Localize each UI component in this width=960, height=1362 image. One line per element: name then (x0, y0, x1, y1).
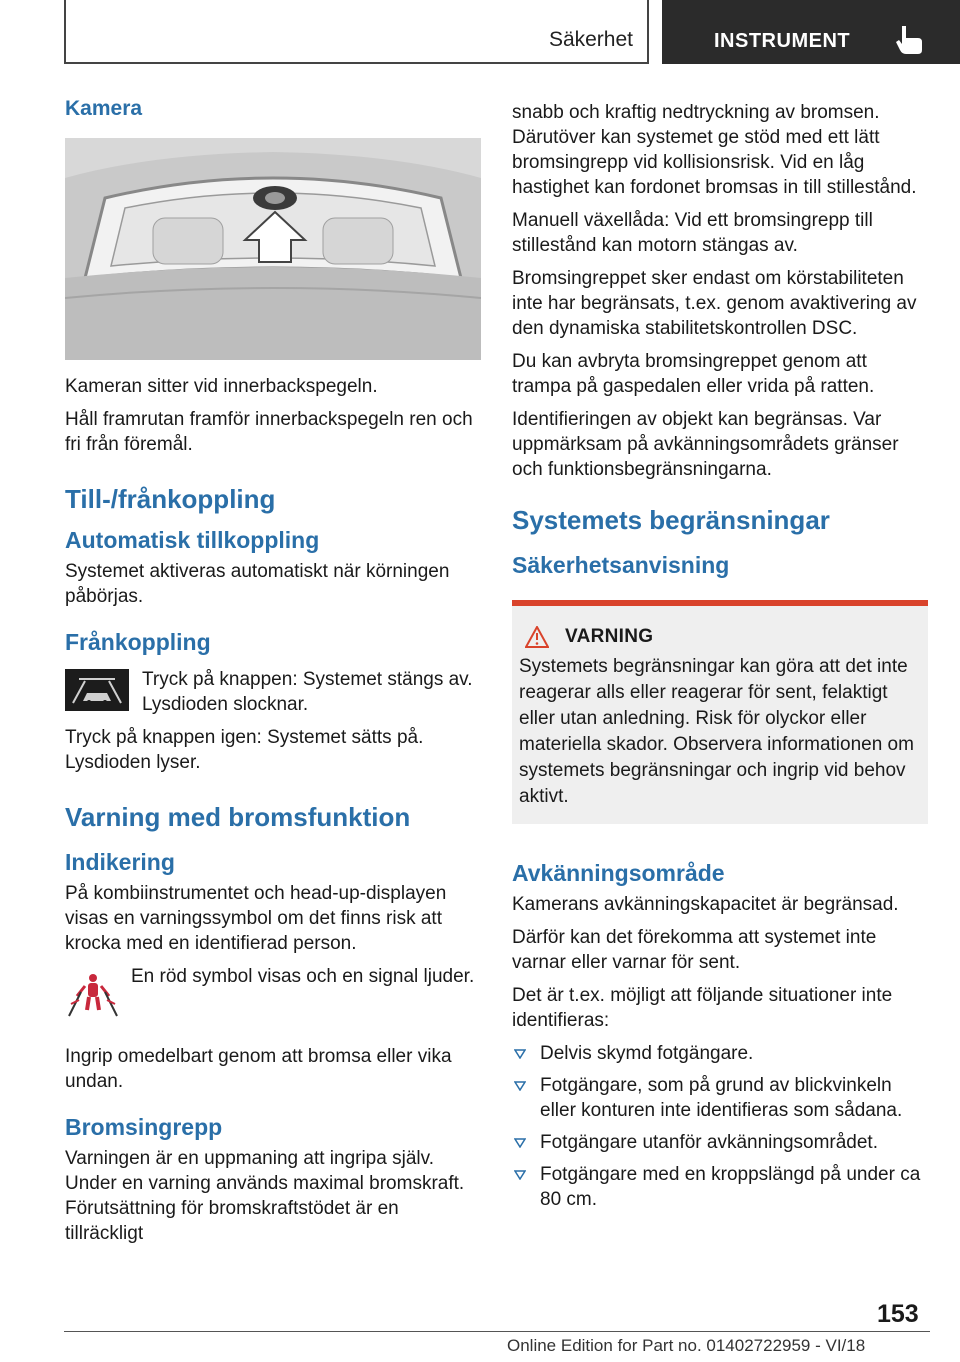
sak-heading: Säkerhetsanvisning (512, 552, 730, 578)
avk-text-1: Kamerans avkänningskapacitet är begränsad. (512, 894, 899, 915)
right-text-2: Manuell växellåda: Vid ett bromsingrepp till stillestånd kan motorn stängas av. (512, 210, 873, 256)
list-item-text: Fotgängare utanför avkänningsområdet. (540, 1132, 878, 1153)
footer-divider (64, 1331, 930, 1332)
avk-text-3: Det är t.ex. möjligt att följande situationer inte identifieras: (512, 985, 893, 1031)
warning-triangle-icon (525, 626, 549, 648)
indik-text-2: En röd symbol visas och en signal ljuder. (131, 966, 475, 987)
right-text-1: snabb och kraftig nedtryckning av bromsen. Därutöver kan systemet ge stöd med ett lätt bromsingrepp vid kollisionsrisk. Vid en låg hastighet kan fordonet bromsas in till stillestånd. (512, 102, 917, 198)
collision-warning-button-icon (65, 669, 129, 711)
list-item (512, 1162, 928, 1212)
bullet-triangle-icon (514, 1138, 526, 1148)
warning-label: VARNING (565, 626, 654, 647)
hand-pointer-icon (894, 24, 924, 56)
bullet-triangle-icon (514, 1170, 526, 1180)
kamera-heading: Kamera (65, 97, 143, 120)
indik-text-1: På kombiinstrumentet och head-up-displayen visas en varningssymbol om det finns risk att krocka med en identifierad person. (65, 883, 447, 954)
kamera-text-1: Kameran sitter vid innerbackspegeln. (65, 376, 378, 397)
header-section-tab (64, 0, 649, 64)
right-text-5: Identifieringen av objekt kan begränsas. Var uppmärksam på avkänningsområdets gränser och funktionsbegränsningarna. (512, 409, 899, 480)
header-chapter-tab[interactable] (662, 0, 960, 64)
right-column (512, 100, 928, 1219)
list-item-text: Fotgängare, som på grund av blickvinkeln eller konturen inte identifieras som sådana. (540, 1075, 903, 1121)
indik-icon-row (65, 964, 481, 1036)
fran-text-1: Tryck på knappen: Systemet stängs av. Lysdioden slocknar. (142, 669, 473, 715)
warning-box (512, 600, 928, 824)
list-item-text: Fotgängare med en kroppslängd på under ca 80 cm. (540, 1164, 921, 1210)
bullet-triangle-icon (514, 1081, 526, 1091)
warning-title (525, 626, 920, 648)
till-heading: Till-/frånkoppling (65, 484, 276, 514)
avk-heading: Avkänningsområde (512, 860, 725, 886)
right-text-3: Bromsingreppet sker endast om körstabiliteten inte har begränsats, t.ex. genom avaktivering av den dynamiska stabilitetskontrollen DSC. (512, 268, 917, 339)
bullet-triangle-icon (514, 1049, 526, 1059)
varning-heading: Varning med bromsfunktion (65, 802, 411, 832)
situation-list (512, 1041, 928, 1212)
indik-heading: Indikering (65, 849, 175, 875)
avk-text-2: Därför kan det förekomma att systemet inte varnar eller varnar för sent. (512, 927, 877, 973)
list-item (512, 1073, 928, 1123)
warning-text: Systemets begränsningar kan göra att det inte reagerar alls eller reagerar för sent, felaktigt eller utan anledning. Risk för olyckor eller materiella skador. Observera informationen om systemets begränsningar och ingrip vid behov aktivt. (519, 656, 914, 807)
auto-text: Systemet aktiveras automatiskt när körningen påbörjas. (65, 561, 450, 607)
header-section-label: Säkerhet (548, 28, 633, 51)
fran-text-2: Tryck på knappen igen: Systemet sätts på. Lysdioden lyser. (65, 727, 424, 773)
header-chapter-label: INSTRUMENT (714, 30, 851, 52)
sys-heading: Systemets begränsningar (512, 505, 830, 535)
footer-edition-text: Online Edition for Part no. 01402722959 - VI/18 (507, 1336, 866, 1355)
fran-button-row (65, 667, 481, 717)
fran-heading: Frånkoppling (65, 629, 211, 655)
list-item-text: Delvis skymd fotgängare. (540, 1043, 754, 1064)
kamera-text-2: Håll framrutan framför innerbackspegeln ren och fri från föremål. (65, 409, 473, 455)
indik-text-3: Ingrip omedelbart genom att bromsa eller vika undan. (65, 1046, 452, 1092)
right-text-4: Du kan avbryta bromsingreppet genom att trampa på gaspedalen eller vrida på ratten. (512, 351, 875, 397)
left-column (65, 96, 481, 1254)
list-item (512, 1041, 928, 1066)
list-item (512, 1130, 928, 1155)
auto-heading: Automatisk tillkoppling (65, 527, 320, 553)
broms-text: Varningen är en uppmaning att ingripa själv. Under en varning används maximal bromskraft. Förutsättning för bromskraftstödet är en tillräckligt (65, 1148, 465, 1244)
pedestrian-warning-icon (67, 972, 119, 1018)
camera-location-photo (65, 138, 481, 360)
broms-heading: Bromsingrepp (65, 1114, 223, 1140)
page-number: 153 (877, 1300, 919, 1328)
